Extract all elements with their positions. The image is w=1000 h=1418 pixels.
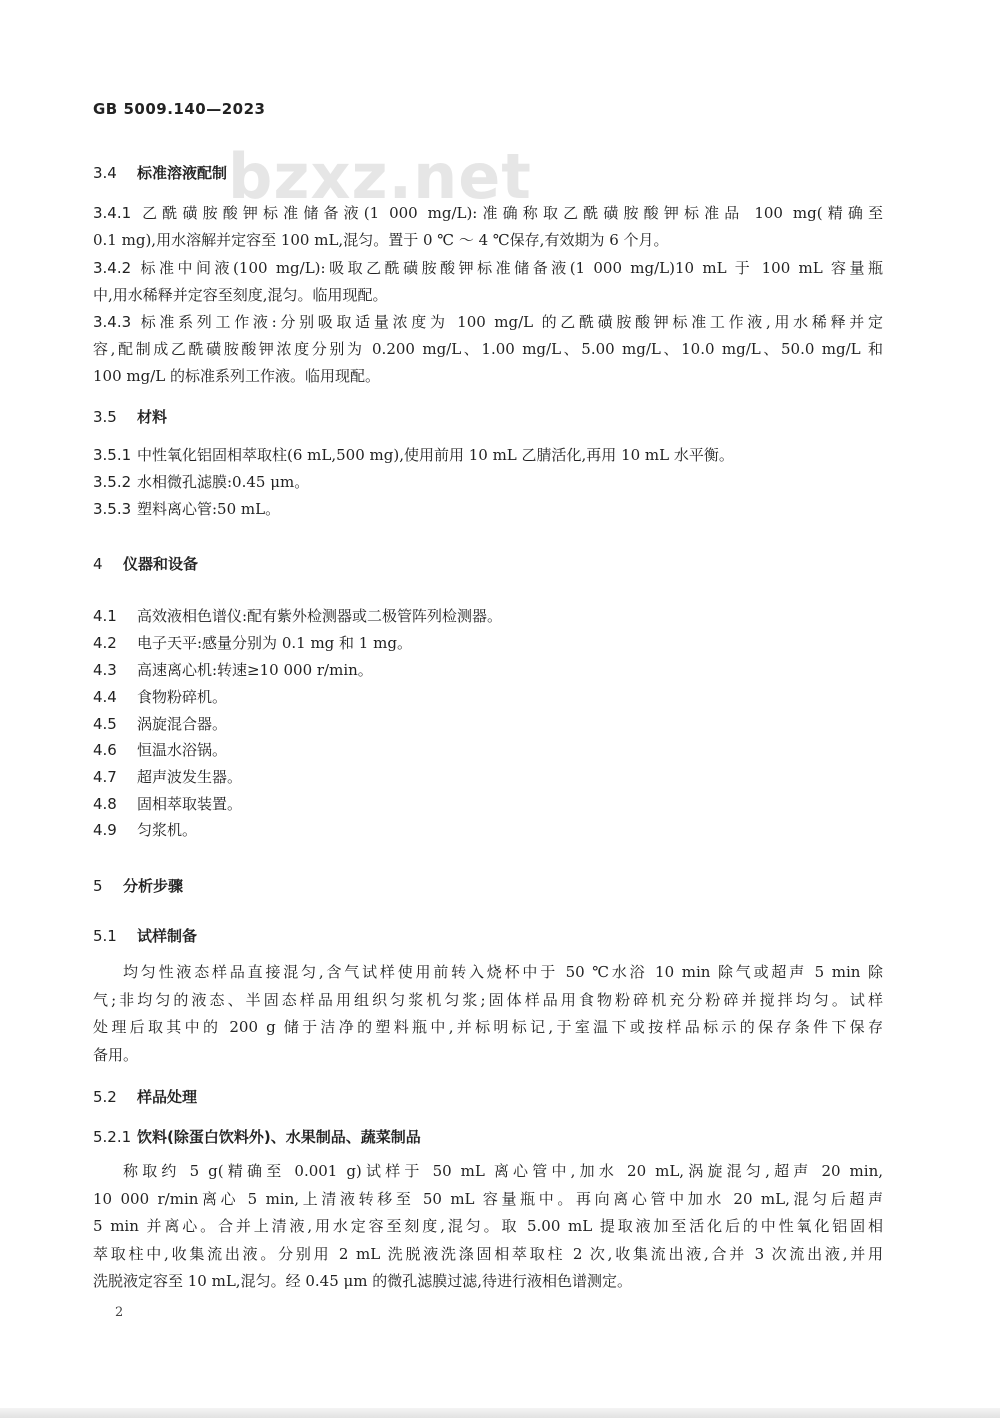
item-text: 涡旋混合器。 — [137, 715, 228, 733]
item-number: 4.2 — [93, 634, 117, 652]
clause-text: 标准中间液(100 mg/L):吸取乙酰磺胺酸钾标准储备液(1 000 mg/L)10 mL 于 100 mL 容量瓶 — [137, 259, 883, 277]
section-number: 3.5 — [93, 408, 117, 426]
paragraph-line: 气;非均匀的液态、半固态样品用组织匀浆机匀浆;固体样品用食物粉碎机充分粉碎并搅拌均匀。试样 — [93, 990, 883, 1009]
item-text: 高效液相色谱仪:配有紫外检测器或二极管阵列检测器。 — [137, 607, 503, 625]
item-number: 4.9 — [93, 821, 117, 839]
list-item — [93, 817, 197, 844]
clause-line — [93, 255, 883, 282]
item-text: 恒温水浴锅。 — [137, 741, 228, 759]
item-text: 超声波发生器。 — [137, 768, 243, 786]
clause-line — [93, 469, 309, 496]
paragraph-line: 备用。 — [93, 1045, 139, 1064]
paragraph-line: 称取约 5 g(精确至 0.001 g)试样于 50 mL 离心管中,加水 20 mL,涡旋混匀,超声 20 min, — [123, 1162, 883, 1180]
clause-number: 3.5.2 — [93, 473, 132, 491]
clause-line: 100 mg/L 的标准系列工作液。临用现配。 — [93, 367, 381, 385]
clause-line — [93, 200, 883, 227]
watermark: bzxz.net — [228, 140, 532, 213]
section-number: 5.1 — [93, 927, 117, 945]
chapter-number: 5 — [93, 877, 103, 895]
clause-number: 3.4.2 — [93, 259, 132, 277]
chapter-heading — [93, 553, 198, 574]
paragraph-line: 洗脱液定容至 10 mL,混匀。经 0.45 μm 的微孔滤膜过滤,待进行液相色谱测定。 — [93, 1272, 633, 1290]
section-title: 样品处理 — [137, 1088, 198, 1106]
clause-text: 中性氧化铝固相萃取柱(6 mL,500 mg),使用前用 10 mL 乙腈活化,再用 10 mL 水平衡。 — [137, 446, 734, 464]
clause-line: 中,用水稀释并定容至刻度,混匀。临用现配。 — [93, 286, 388, 304]
clause-number: 3.4.1 — [93, 204, 132, 222]
section-title: 试样制备 — [137, 927, 198, 945]
item-text: 食物粉碎机。 — [137, 688, 228, 706]
item-number: 4.5 — [93, 715, 117, 733]
section-number: 3.4 — [93, 164, 117, 182]
paragraph-line: 10 000 r/min离心 5 min,上清液转移至 50 mL 容量瓶中。再向离心管中加水 20 mL,混匀后超声 — [93, 1189, 883, 1208]
chapter-heading — [93, 875, 183, 896]
section-heading — [93, 925, 197, 946]
clause-line: 容,配制成乙酰磺胺酸钾浓度分别为 0.200 mg/L、1.00 mg/L、5.00 mg/L、10.0 mg/L、50.0 mg/L 和 — [93, 340, 883, 358]
clause-text: 标准系列工作液:分别吸取适量浓度为 100 mg/L 的乙酰磺胺酸钾标准工作液,用水稀释并定 — [137, 313, 883, 331]
list-item — [93, 684, 227, 711]
item-number: 4.8 — [93, 795, 117, 813]
paragraph-line: 均匀性液态样品直接混匀,含气试样使用前转入烧杯中于 50 ℃水浴 10 min 除气或超声 5 min 除 — [123, 963, 883, 981]
standard-code-header: GB 5009.140—2023 — [93, 100, 266, 118]
item-number: 4.4 — [93, 688, 117, 706]
section-title: 材料 — [137, 408, 168, 426]
page-number: 2 — [115, 1305, 124, 1320]
subsection-number: 5.2.1 — [93, 1128, 132, 1146]
clause-text: 塑料离心管:50 mL。 — [137, 500, 281, 518]
clause-line — [93, 309, 883, 336]
clause-text: 乙酰磺胺酸钾标准储备液(1 000 mg/L):准确称取乙酰磺胺酸钾标准品 100 mg(精确至 — [137, 204, 883, 222]
item-number: 4.1 — [93, 607, 117, 625]
list-item — [93, 791, 242, 818]
item-number: 4.6 — [93, 741, 117, 759]
chapter-title: 分析步骤 — [123, 877, 184, 895]
clause-line — [93, 496, 280, 523]
item-number: 4.7 — [93, 768, 117, 786]
item-text: 电子天平:感量分别为 0.1 mg 和 1 mg。 — [137, 634, 412, 652]
item-text: 固相萃取装置。 — [137, 795, 243, 813]
list-item — [93, 711, 227, 738]
item-text: 高速离心机:转速≥10 000 r/min。 — [137, 661, 373, 679]
page-edge — [0, 1408, 1000, 1418]
item-text: 匀浆机。 — [137, 821, 198, 839]
list-item — [93, 630, 412, 657]
chapter-number: 4 — [93, 555, 103, 573]
paragraph-line: 萃取柱中,收集流出液。分别用 2 mL 洗脱液洗涤固相萃取柱 2 次,收集流出液,合并 3 次流出液,并用 — [93, 1244, 883, 1263]
section-heading — [93, 1086, 197, 1107]
chapter-title: 仪器和设备 — [123, 555, 199, 573]
clause-number: 3.5.1 — [93, 446, 132, 464]
clause-text: 水相微孔滤膜:0.45 μm。 — [137, 473, 310, 491]
paragraph-line: 处理后取其中的 200 g 储于洁净的塑料瓶中,并标明标记,于室温下或按样品标示的保存条件下保存 — [93, 1018, 883, 1036]
paragraph-line: 5 min 并离心。合并上清液,用水定容至刻度,混匀。取 5.00 mL 提取液加至活化后的中性氧化铝固相 — [93, 1217, 883, 1235]
paragraph-sample-treatment — [93, 1158, 883, 1296]
list-item — [93, 764, 242, 791]
subsection-heading — [93, 1126, 421, 1147]
section-title: 标准溶液配制 — [137, 164, 228, 182]
section-heading — [93, 162, 227, 183]
paragraph-sample-prep — [93, 959, 883, 1069]
list-item — [93, 657, 373, 684]
clause-number: 3.5.3 — [93, 500, 132, 518]
clause-line — [93, 442, 734, 469]
list-item — [93, 737, 227, 764]
section-number: 5.2 — [93, 1088, 117, 1106]
clause-line: 0.1 mg),用水溶解并定容至 100 mL,混匀。置于 0 ℃ ～ 4 ℃保存,有效期为 6 个月。 — [93, 231, 669, 249]
section-heading — [93, 406, 167, 427]
subsection-title: 饮料(除蛋白饮料外)、水果制品、蔬菜制品 — [137, 1128, 421, 1146]
list-item — [93, 603, 502, 630]
item-number: 4.3 — [93, 661, 117, 679]
clause-number: 3.4.3 — [93, 313, 132, 331]
